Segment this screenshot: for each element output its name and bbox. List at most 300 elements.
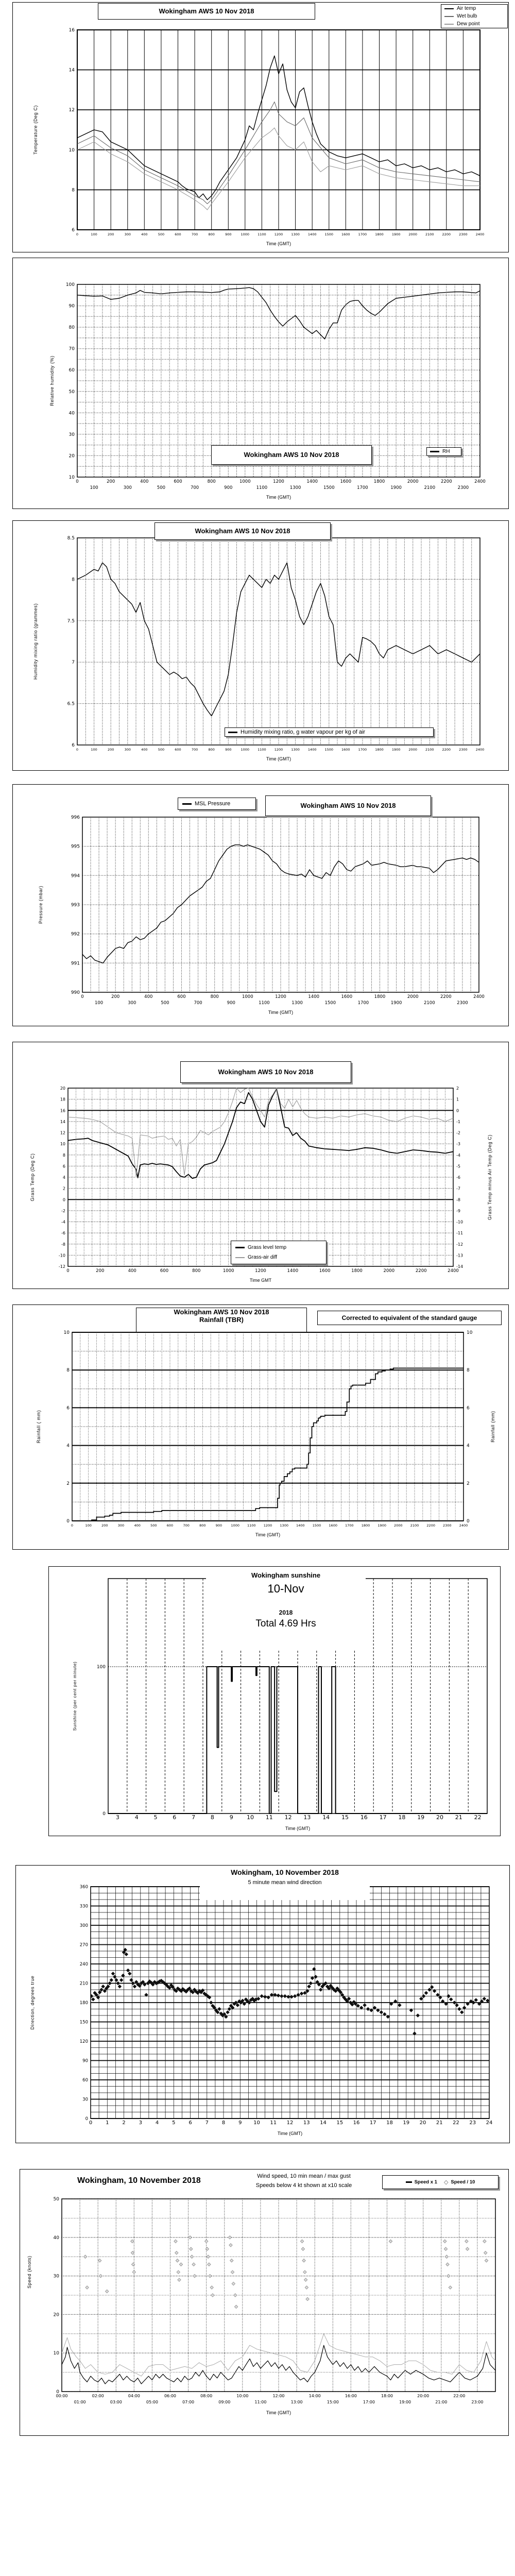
svg-text:18: 18	[60, 1097, 65, 1102]
svg-text:800: 800	[192, 1268, 201, 1274]
svg-text:17: 17	[369, 2120, 376, 2126]
svg-text:-8: -8	[61, 1242, 65, 1247]
svg-text:300: 300	[128, 1001, 136, 1006]
svg-text:400: 400	[140, 479, 149, 484]
y-axis-label: Direction, degrees true	[30, 1975, 35, 2030]
svg-text:2300: 2300	[443, 1523, 452, 1528]
svg-text:15: 15	[341, 1814, 349, 1821]
svg-text:993: 993	[71, 903, 80, 908]
svg-text:2400: 2400	[473, 994, 485, 999]
svg-text:-4: -4	[61, 1219, 65, 1225]
chart-title: Wokingham AWS 10 Nov 2018	[98, 3, 315, 20]
svg-text:8: 8	[221, 2120, 226, 2126]
svg-text:20: 20	[60, 1086, 65, 1091]
svg-text:9: 9	[238, 2120, 242, 2126]
svg-text:19: 19	[403, 2120, 410, 2126]
pressure-legend	[178, 798, 256, 810]
svg-text:23: 23	[469, 2120, 476, 2126]
svg-text:30: 30	[82, 2097, 88, 2103]
svg-text:1100: 1100	[258, 748, 266, 752]
svg-text:1700: 1700	[357, 1001, 369, 1006]
svg-text:1600: 1600	[341, 748, 350, 752]
svg-text:12: 12	[60, 1130, 65, 1136]
svg-text:1200: 1200	[263, 1523, 272, 1528]
y-axis-label: Rainfall ( mm)	[36, 1410, 41, 1444]
svg-text:10: 10	[68, 147, 75, 153]
y-axis-label: Grass Temp (Deg C)	[30, 1153, 35, 1201]
svg-text:2000: 2000	[407, 994, 419, 999]
svg-text:800: 800	[208, 232, 215, 236]
svg-text:03:00: 03:00	[110, 2400, 122, 2404]
svg-text:10: 10	[253, 2120, 260, 2126]
svg-text:800: 800	[208, 748, 215, 752]
svg-text:300: 300	[123, 485, 132, 490]
svg-text:1900: 1900	[390, 485, 402, 490]
svg-text:8.5: 8.5	[67, 536, 75, 541]
svg-text:12: 12	[68, 108, 75, 113]
svg-text:20: 20	[436, 1814, 443, 1821]
svg-text:200: 200	[107, 748, 114, 752]
svg-text:-11: -11	[456, 1231, 464, 1236]
rh-line-swatch	[430, 451, 439, 452]
svg-text:-3: -3	[456, 1142, 460, 1147]
svg-text:8: 8	[62, 1153, 65, 1158]
svg-text:-10: -10	[58, 1253, 65, 1258]
svg-text:900: 900	[225, 232, 232, 236]
svg-text:1800: 1800	[373, 479, 385, 484]
svg-text:15:00: 15:00	[327, 2400, 339, 2404]
svg-text:0: 0	[85, 2116, 88, 2122]
y-axis-label: Humidity mixing ratio (grammes)	[33, 603, 38, 680]
svg-text:100: 100	[94, 1001, 104, 1006]
svg-text:100: 100	[91, 748, 97, 752]
svg-text:04:00: 04:00	[128, 2394, 140, 2398]
svg-text:19:00: 19:00	[399, 2400, 411, 2404]
chart-title	[136, 1308, 307, 1332]
svg-text:8: 8	[66, 1368, 70, 1374]
svg-text:300: 300	[117, 1523, 125, 1528]
svg-text:120: 120	[79, 2039, 88, 2044]
svg-text:700: 700	[191, 748, 198, 752]
svg-text:1600: 1600	[340, 479, 352, 484]
svg-text:1100: 1100	[247, 1523, 256, 1528]
svg-text:-6: -6	[456, 1175, 460, 1180]
chart-note: Corrected to equivalent of the standard gauge	[317, 1311, 502, 1325]
svg-text:0: 0	[81, 994, 84, 999]
svg-text:1100: 1100	[256, 485, 268, 490]
pressure-line-swatch	[182, 803, 192, 805]
svg-text:1800: 1800	[375, 748, 384, 752]
svg-text:1300: 1300	[291, 748, 300, 752]
svg-text:360: 360	[79, 1885, 88, 1890]
svg-text:1200: 1200	[255, 1268, 266, 1274]
temperature-legend	[441, 4, 508, 28]
svg-text:2400: 2400	[459, 1523, 468, 1528]
grass-air-diff-line-swatch	[235, 1257, 245, 1258]
svg-text:1000: 1000	[222, 1268, 234, 1274]
svg-text:8: 8	[72, 188, 75, 193]
svg-text:7: 7	[192, 1814, 196, 1821]
svg-text:500: 500	[157, 485, 166, 490]
legend-label: Speed / 10	[451, 2179, 475, 2185]
svg-text:991: 991	[71, 961, 80, 967]
svg-text:2: 2	[122, 2120, 126, 2126]
svg-text:2300: 2300	[459, 748, 468, 752]
svg-text:1700: 1700	[345, 1523, 354, 1528]
svg-text:1500: 1500	[324, 748, 334, 752]
svg-text:22: 22	[474, 1814, 482, 1821]
svg-text:40: 40	[68, 411, 75, 416]
svg-text:11:00: 11:00	[254, 2400, 267, 2404]
svg-text:600: 600	[175, 748, 181, 752]
svg-text:200: 200	[101, 1523, 108, 1528]
humidity-legend	[426, 447, 461, 456]
svg-text:2: 2	[62, 1186, 65, 1191]
svg-text:2100: 2100	[425, 748, 434, 752]
svg-text:8: 8	[72, 577, 75, 583]
wind-speed-legend	[382, 2175, 499, 2189]
svg-text:200: 200	[96, 1268, 105, 1274]
svg-text:900: 900	[225, 748, 232, 752]
svg-text:2100: 2100	[423, 1001, 435, 1006]
svg-text:500: 500	[158, 748, 165, 752]
svg-text:400: 400	[141, 748, 148, 752]
svg-text:1900: 1900	[390, 1001, 402, 1006]
svg-text:08:00: 08:00	[200, 2394, 213, 2398]
svg-text:700: 700	[183, 1523, 190, 1528]
svg-text:-14: -14	[456, 1264, 464, 1269]
svg-text:0: 0	[66, 1519, 70, 1524]
grass-temp-legend	[231, 1241, 327, 1264]
svg-text:-10: -10	[456, 1219, 464, 1225]
svg-text:180: 180	[79, 2001, 88, 2006]
svg-text:1800: 1800	[351, 1268, 363, 1274]
svg-text:2100: 2100	[425, 232, 434, 236]
y-axis-label: Sunshine (per cent per minute)	[72, 1661, 77, 1731]
svg-text:7: 7	[205, 2120, 209, 2126]
svg-text:20: 20	[419, 2120, 426, 2126]
svg-text:17: 17	[379, 1814, 387, 1821]
svg-text:11: 11	[270, 2120, 277, 2126]
svg-text:2: 2	[467, 1481, 470, 1486]
svg-text:400: 400	[144, 994, 153, 999]
svg-text:2400: 2400	[475, 748, 485, 752]
svg-text:6: 6	[467, 1405, 470, 1411]
svg-text:1000: 1000	[241, 232, 250, 236]
svg-text:40: 40	[53, 2235, 59, 2241]
svg-text:0: 0	[71, 1523, 74, 1528]
svg-text:8: 8	[467, 1368, 470, 1374]
svg-text:1400: 1400	[287, 1268, 299, 1274]
dew-point-line-swatch	[444, 24, 454, 25]
svg-text:0: 0	[467, 1519, 470, 1524]
svg-text:10: 10	[68, 475, 75, 480]
svg-text:1: 1	[456, 1097, 459, 1102]
svg-text:20:00: 20:00	[417, 2394, 430, 2398]
svg-text:1000: 1000	[242, 994, 253, 999]
x-axis-label: Time (GMT)	[285, 1826, 311, 1831]
svg-text:90: 90	[68, 303, 75, 309]
svg-text:1: 1	[106, 2120, 109, 2126]
svg-text:992: 992	[71, 931, 80, 937]
svg-text:100: 100	[65, 282, 75, 287]
svg-text:2200: 2200	[440, 479, 452, 484]
svg-text:-5: -5	[456, 1164, 460, 1169]
svg-text:5: 5	[153, 1814, 158, 1821]
svg-text:900: 900	[224, 485, 233, 490]
svg-text:22:00: 22:00	[453, 2394, 466, 2398]
svg-text:1500: 1500	[323, 485, 335, 490]
svg-text:12:00: 12:00	[272, 2394, 285, 2398]
svg-text:1400: 1400	[307, 748, 317, 752]
svg-text:1200: 1200	[273, 479, 284, 484]
svg-text:1400: 1400	[296, 1523, 305, 1528]
legend-label: Wet bulb	[457, 13, 477, 19]
svg-text:8: 8	[210, 1814, 214, 1821]
svg-text:30: 30	[68, 432, 75, 437]
svg-text:80: 80	[68, 325, 75, 331]
svg-text:300: 300	[124, 748, 131, 752]
svg-text:60: 60	[82, 2078, 88, 2083]
svg-text:2200: 2200	[442, 748, 451, 752]
svg-text:0: 0	[76, 748, 79, 752]
svg-text:1800: 1800	[374, 994, 386, 999]
svg-text:150: 150	[79, 2020, 88, 2025]
svg-text:1200: 1200	[274, 748, 283, 752]
chart-title-line2: Rainfall (TBR)	[199, 1316, 244, 1324]
svg-text:500: 500	[158, 232, 165, 236]
svg-text:1600: 1600	[319, 1268, 331, 1274]
svg-text:-9: -9	[456, 1208, 460, 1213]
svg-text:19: 19	[417, 1814, 425, 1821]
chart-title: Wokingham, 10 November 2018	[231, 1868, 339, 1876]
chart-note-line2: Speeds below 4 kt shown at x10 scale	[255, 2182, 352, 2189]
svg-text:200: 200	[111, 994, 120, 999]
svg-text:10: 10	[53, 2351, 59, 2357]
chart-title: Wokingham AWS 10 Nov 2018	[154, 522, 331, 540]
svg-text:400: 400	[141, 232, 148, 236]
svg-text:2000: 2000	[408, 232, 417, 236]
svg-text:800: 800	[207, 479, 216, 484]
svg-text:1400: 1400	[306, 479, 318, 484]
svg-text:4: 4	[62, 1175, 65, 1180]
x-axis-label: Time GMT	[249, 1278, 272, 1283]
chart-title: Wokingham AWS 10 Nov 2018	[180, 1061, 351, 1083]
svg-text:15: 15	[336, 2120, 344, 2126]
svg-text:300: 300	[124, 232, 131, 236]
svg-text:21: 21	[455, 1814, 462, 1821]
x-axis-label: Time (GMT)	[268, 1010, 294, 1015]
svg-text:17:00: 17:00	[363, 2400, 375, 2404]
svg-text:18: 18	[398, 1814, 406, 1821]
svg-text:0: 0	[102, 1811, 106, 1817]
svg-text:600: 600	[174, 479, 182, 484]
svg-text:7.5: 7.5	[67, 618, 75, 624]
svg-text:1600: 1600	[341, 994, 353, 999]
svg-text:700: 700	[191, 232, 198, 236]
chart-subtitle: 5 minute mean wind direction	[248, 1879, 322, 1886]
mixing-ratio-line-swatch	[228, 732, 237, 733]
svg-text:300: 300	[79, 1923, 88, 1928]
svg-text:1800: 1800	[375, 232, 384, 236]
svg-text:6: 6	[173, 1814, 177, 1821]
chart-title-block	[200, 1868, 370, 1900]
svg-text:11: 11	[265, 1814, 273, 1821]
svg-text:2300: 2300	[459, 232, 468, 236]
y-axis-label: Speed (knots)	[27, 2256, 32, 2289]
svg-text:1300: 1300	[289, 485, 301, 490]
svg-text:600: 600	[175, 232, 181, 236]
chart-title: Wokingham, 10 November 2018	[77, 2176, 201, 2185]
svg-text:22: 22	[453, 2120, 459, 2126]
svg-text:16: 16	[68, 28, 75, 33]
svg-text:3: 3	[115, 1814, 119, 1821]
svg-text:2200: 2200	[442, 232, 451, 236]
svg-text:-2: -2	[61, 1208, 65, 1213]
svg-text:1800: 1800	[361, 1523, 370, 1528]
chart-title: Wokingham AWS 10 Nov 2018	[211, 445, 372, 465]
svg-text:20: 20	[53, 2312, 59, 2318]
svg-text:1700: 1700	[357, 485, 368, 490]
svg-text:13: 13	[303, 1814, 311, 1821]
svg-text:200: 200	[107, 479, 115, 484]
svg-text:2300: 2300	[457, 1001, 468, 1006]
svg-text:-12: -12	[58, 1264, 65, 1269]
air-temp-line-swatch	[444, 8, 454, 9]
svg-text:18:00: 18:00	[381, 2394, 393, 2398]
chart-note-line1: Wind speed, 10 min mean / max gust	[257, 2173, 351, 2179]
svg-text:21:00: 21:00	[435, 2400, 448, 2404]
svg-text:6: 6	[66, 1405, 70, 1411]
svg-text:7: 7	[72, 660, 75, 666]
svg-text:700: 700	[194, 1001, 202, 1006]
legend-label: Dew point	[457, 21, 480, 27]
x-axis-label: Time (GMT)	[266, 756, 291, 761]
svg-text:-7: -7	[456, 1186, 460, 1191]
svg-text:1000: 1000	[231, 1523, 239, 1528]
svg-text:06:00: 06:00	[164, 2394, 177, 2398]
svg-text:100: 100	[96, 1665, 106, 1670]
svg-text:10: 10	[63, 1330, 70, 1335]
svg-text:70: 70	[68, 346, 75, 352]
chart-title-line2: 10-Nov	[267, 1582, 304, 1595]
svg-text:12: 12	[286, 2120, 294, 2126]
y-axis-label: Relative humidity (%)	[49, 355, 55, 406]
x-axis-label: Time (GMT)	[266, 2410, 291, 2415]
svg-text:2000: 2000	[407, 479, 419, 484]
svg-text:09:00: 09:00	[218, 2400, 231, 2404]
x-axis-label: Time (GMT)	[266, 241, 291, 246]
svg-text:2: 2	[66, 1481, 70, 1486]
svg-text:-2: -2	[456, 1130, 460, 1136]
chart-title-line1: Wokingham AWS 10 Nov 2018	[174, 1308, 269, 1316]
svg-text:500: 500	[150, 1523, 157, 1528]
svg-text:1500: 1500	[324, 232, 334, 236]
chart-title-line4: Total 4.69 Hrs	[255, 1618, 316, 1629]
chart-title: Wokingham AWS 10 Nov 2018	[265, 795, 431, 816]
svg-text:600: 600	[177, 994, 186, 999]
svg-text:10: 10	[247, 1814, 254, 1821]
svg-text:996: 996	[71, 815, 80, 820]
y-axis-right-label: Grass Temp minus Air Temp (Deg C)	[487, 1134, 492, 1221]
y-axis-label: Temperature (Deg C)	[33, 105, 38, 155]
svg-text:2100: 2100	[424, 485, 436, 490]
chart-title-block	[206, 1569, 366, 1651]
svg-text:990: 990	[71, 990, 80, 995]
svg-text:100: 100	[85, 1523, 92, 1528]
mixing-ratio-legend	[225, 727, 434, 737]
svg-text:0: 0	[89, 2120, 93, 2126]
svg-text:1100: 1100	[258, 232, 266, 236]
x-axis-label: Time (GMT)	[266, 495, 291, 500]
svg-text:1500: 1500	[312, 1523, 321, 1528]
svg-text:995: 995	[71, 844, 80, 850]
svg-text:-4: -4	[456, 1153, 460, 1158]
legend-label: RH	[442, 449, 450, 454]
diamond-marker-icon: ◇	[443, 2179, 449, 2185]
svg-text:0: 0	[76, 232, 79, 236]
svg-text:24: 24	[486, 2120, 493, 2126]
svg-text:2000: 2000	[394, 1523, 403, 1528]
svg-text:330: 330	[79, 1904, 88, 1909]
svg-text:16: 16	[60, 1108, 65, 1113]
svg-text:0: 0	[66, 1268, 70, 1274]
svg-text:0: 0	[62, 1197, 65, 1202]
legend-label: Grass level temp	[248, 1245, 287, 1250]
svg-text:500: 500	[161, 1001, 169, 1006]
svg-text:900: 900	[215, 1523, 222, 1528]
chart-title-line1: Wokingham sunshine	[251, 1571, 321, 1579]
svg-text:2200: 2200	[415, 1268, 427, 1274]
svg-text:0: 0	[76, 479, 79, 484]
svg-text:2000: 2000	[383, 1268, 395, 1274]
chart-title-line3: 2018	[279, 1609, 293, 1616]
svg-text:-13: -13	[456, 1253, 464, 1258]
speed-line-swatch	[406, 2181, 412, 2183]
svg-text:-8: -8	[456, 1197, 460, 1202]
svg-text:900: 900	[227, 1001, 235, 1006]
svg-text:2400: 2400	[474, 479, 486, 484]
svg-text:4: 4	[467, 1443, 470, 1449]
svg-text:14: 14	[322, 1814, 330, 1821]
svg-text:3: 3	[139, 2120, 142, 2126]
svg-text:100: 100	[91, 232, 97, 236]
svg-text:9: 9	[229, 1814, 233, 1821]
svg-text:700: 700	[190, 485, 199, 490]
legend-label: Air temp	[457, 6, 476, 11]
svg-text:10: 10	[60, 1142, 65, 1147]
svg-text:-1: -1	[456, 1119, 460, 1124]
svg-text:1000: 1000	[239, 479, 251, 484]
svg-text:0: 0	[56, 2389, 59, 2395]
svg-text:6: 6	[72, 228, 75, 233]
svg-text:12: 12	[284, 1814, 292, 1821]
svg-text:2300: 2300	[457, 485, 469, 490]
svg-text:100: 100	[90, 485, 98, 490]
svg-text:1200: 1200	[275, 994, 286, 999]
grass-temp-line-swatch	[235, 1247, 245, 1248]
svg-text:16: 16	[353, 2120, 360, 2126]
svg-text:14:00: 14:00	[308, 2394, 321, 2398]
svg-text:6: 6	[62, 1164, 65, 1169]
svg-text:4: 4	[155, 2120, 159, 2126]
svg-text:400: 400	[134, 1523, 141, 1528]
svg-text:1300: 1300	[291, 1001, 303, 1006]
svg-text:20: 20	[68, 453, 75, 459]
legend-label: MSL Pressure	[195, 801, 231, 807]
svg-text:0: 0	[456, 1108, 459, 1113]
svg-text:02:00: 02:00	[92, 2394, 104, 2398]
